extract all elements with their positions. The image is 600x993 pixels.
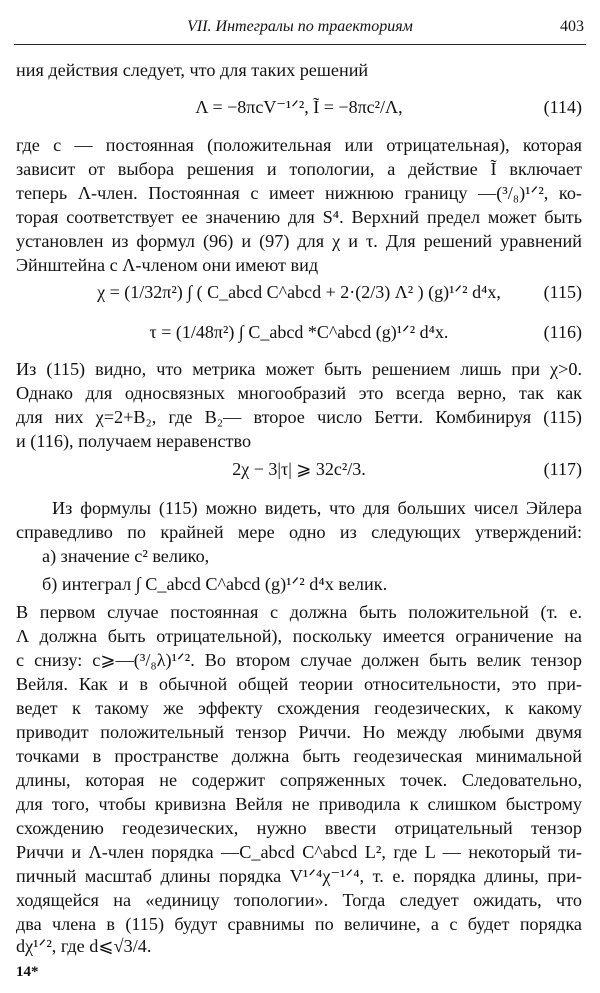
equation-114 [16, 88, 582, 126]
text-line: теперь Λ-член. Постоянная c имеет нижнюю границу —(³/₈)¹ᐟ², ко- [16, 183, 582, 203]
text-line: ведет к такому же эффекту схождения геодезических, к какому [16, 698, 582, 718]
list-item: а) значение c² велико, [42, 546, 210, 566]
equation-number: (116) [543, 322, 582, 342]
equation-117 [16, 450, 582, 488]
equation-body: 2χ − 3|τ| ⩾ 32c²/3. [232, 459, 366, 479]
equation-116 [16, 313, 582, 351]
text-line: ходящейся на «единицу топологии». Тогда следует ожидать, что [16, 890, 582, 910]
equation-body: τ = (1/48π²) ∫ C_abcd *C^abcd (g)¹ᐟ² d⁴x. [149, 322, 449, 342]
text-line: Из (115) видно, что метрика может быть решением лишь при χ>0. [16, 359, 582, 379]
list-item: б) интеграл ∫ C_abcd C^abcd (g)¹ᐟ² d⁴x велик. [42, 574, 388, 594]
text-line: Эйнштейна с Λ-членом они имеют вид [16, 255, 319, 275]
text-line: точками в пространстве должна быть геодезическая минимальной [16, 746, 582, 766]
text-line: для них χ=2+B₂, где B₂— второе число Бетти. Комбинируя (115) [16, 407, 582, 427]
text-line: приводит положительный тензор Риччи. Но между любыми двумя [16, 722, 582, 742]
text-line: Риччи и Λ-член порядка —C_abcd C^abcd L², где L — некоторый ти- [16, 842, 582, 862]
text-line: ния действия следует, что для таких решений [16, 60, 369, 80]
text-line: Из формулы (115) можно видеть, что для больших чисел Эйлера [52, 498, 582, 518]
text-line: установлен из формул (96) и (97) для χ и τ. Для решений уравнений [16, 231, 582, 251]
text-line: пичный масштаб длины порядка V¹ᐟ⁴χ⁻¹ᐟ⁴, т. е. порядка длины, при- [16, 866, 582, 886]
equation-body: χ = (1/32π²) ∫ ( C_abcd C^abcd + 2·(2/3) Λ² ) (g)¹ᐟ² d⁴x, [97, 282, 501, 302]
text-line: торая соответствует ее значению для S⁴. Верхний предел может быть [16, 207, 582, 227]
text-line: Однако для односвязных многообразий это всегда верно, так как [16, 383, 582, 403]
text-line: справедливо по крайней мере одно из следующих утверждений: [16, 522, 582, 542]
equation-body: Λ = −8πcV⁻¹ᐟ², Ĩ = −8πc²/Λ, [195, 97, 403, 117]
chapter-title: VII. Интегралы по траекториям [187, 18, 413, 35]
equation-number: (117) [543, 459, 582, 479]
running-header [14, 8, 586, 45]
text-line: c снизу: c⩾—(³/₈λ)¹ᐟ². Во втором случае должен быть велик тензор [16, 650, 582, 670]
text-line: схождению геодезических, нужно ввести отрицательный тензор [16, 818, 582, 838]
text-line: Вейля. Как и в обычной общей теории относительности, это при- [16, 674, 582, 694]
text-line: Λ должна быть отрицательной), поскольку имеется ограничение на [16, 626, 582, 646]
text-line: В первом случае постоянная c должна быть положительной (т. е. [16, 602, 582, 622]
page-number: 403 [560, 18, 584, 35]
text-line: и (116), получаем неравенство [16, 431, 252, 451]
text-line: dχ¹ᐟ², где d⩽√3/4. [16, 936, 152, 956]
text-line: длины, которая не содержит сопряженных точек. Следовательно, [16, 770, 582, 790]
text-line: два члена в (115) будут сравнимы по величине, а c будет порядка [16, 914, 582, 934]
equation-115 [16, 273, 582, 311]
text-line: для того, чтобы кривизна Вейля не приводила к слишком быстрому [16, 794, 582, 814]
text-line: где c — постоянная (положительная или отрицательная), которая [16, 135, 582, 155]
text-line: зависит от выбора решения и топологии, а действие Ĩ включает [16, 159, 582, 179]
signature-mark: 14* [16, 964, 39, 980]
equation-number: (114) [543, 97, 582, 117]
equation-number: (115) [543, 282, 582, 302]
